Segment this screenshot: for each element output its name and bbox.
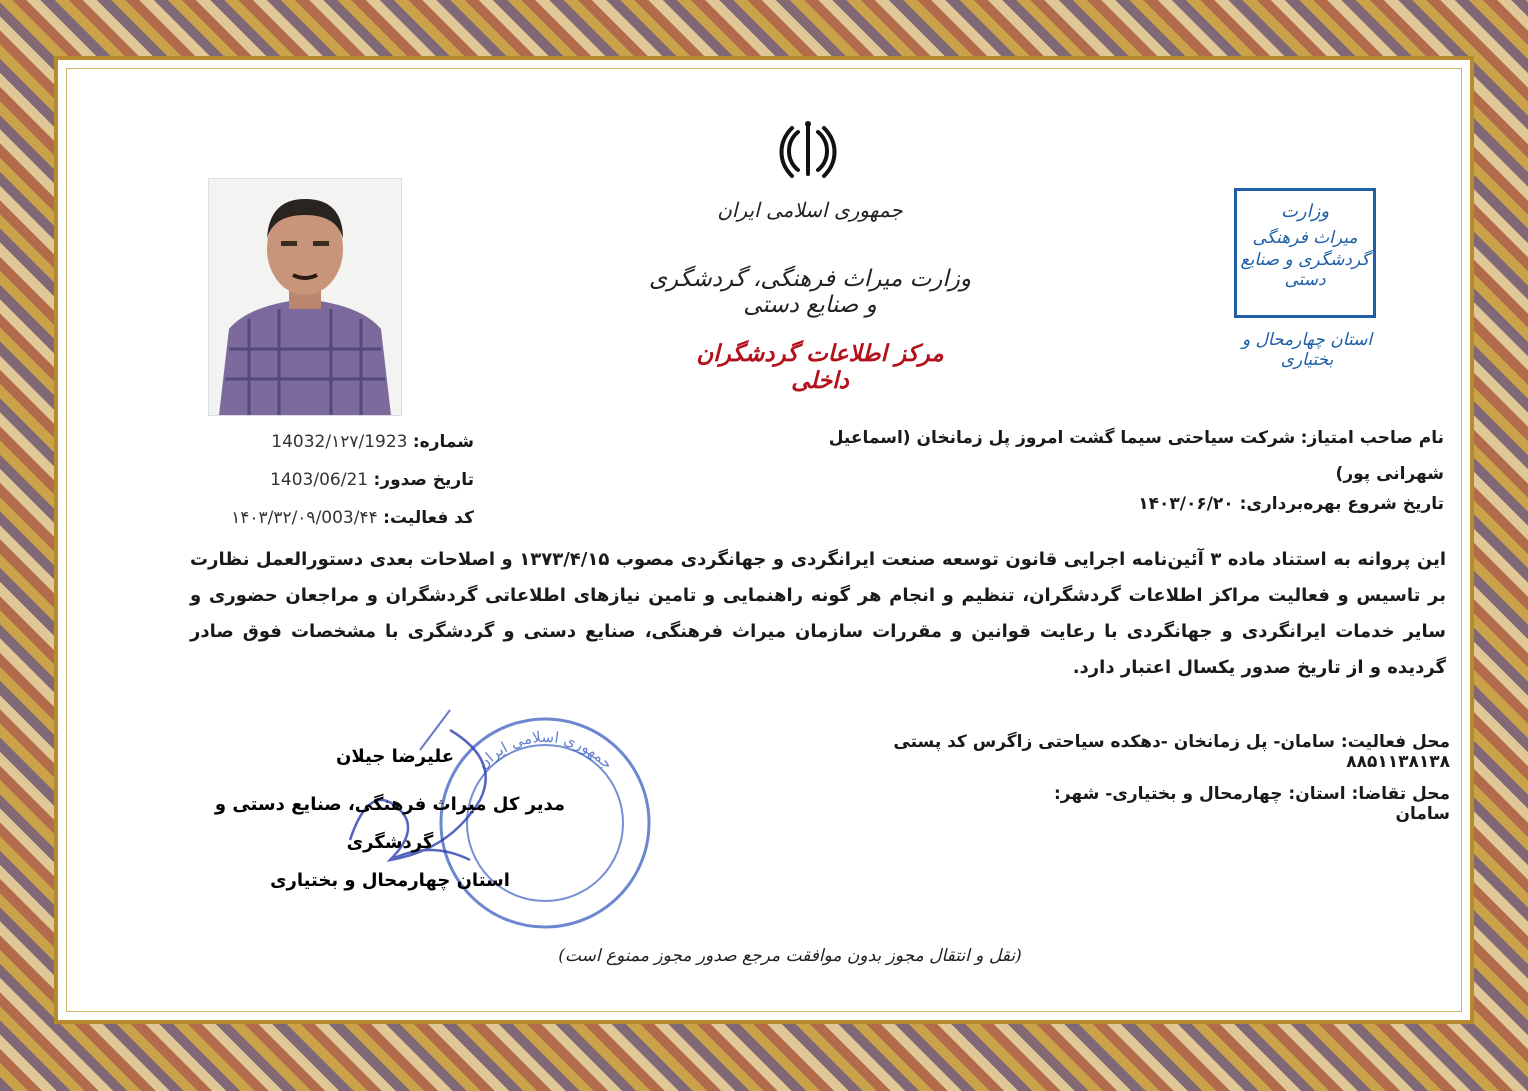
center-title: مرکز اطلاعات گردشگران داخلی bbox=[696, 340, 944, 394]
transfer-notice: (نقل و انتقال مجوز بدون موافقت مرجع صدور مجوز ممنوع است) bbox=[558, 946, 1022, 966]
request-location bbox=[1050, 784, 1450, 824]
portrait-image bbox=[209, 179, 401, 415]
holder-value: شرکت سیاحتی سیما گشت امروز پل زمانخان (اسماعیل شهرانی پور) bbox=[828, 428, 1444, 484]
logo-line-1: وزارت bbox=[1280, 201, 1330, 222]
activity-location bbox=[830, 732, 1450, 772]
request-value: استان: چهارمحال و بختیاری- شهر: سامان bbox=[1053, 784, 1450, 824]
signer-name: علیرضا جیلان bbox=[336, 746, 454, 767]
holder-label: نام صاحب امتیاز: bbox=[1300, 428, 1444, 448]
ministry-logo bbox=[1234, 188, 1376, 318]
request-label: محل تقاضا: bbox=[1351, 784, 1450, 804]
signer-title-line-1: مدیر کل میراث فرهنگی، صنایع دستی و گردشگری bbox=[214, 794, 566, 853]
issue-date-label: تاریخ صدور: bbox=[373, 470, 474, 490]
logo-line-3: گردشگری و صنایع دستی bbox=[1240, 250, 1370, 290]
operation-start-date bbox=[1060, 494, 1444, 514]
ministry-title: وزارت میراث فرهنگی، گردشگری و صنایع دستی bbox=[649, 266, 971, 318]
activity-code-value: ۱۴۰۳/۳۲/۰۹/003/۴۴ bbox=[231, 508, 378, 528]
holder-photo bbox=[208, 178, 402, 416]
logo-province: استان چهارمحال و بختیاری bbox=[1241, 330, 1373, 370]
certificate-number bbox=[200, 432, 474, 452]
issue-date bbox=[200, 470, 474, 490]
location-label: محل فعالیت: bbox=[1340, 732, 1450, 752]
start-value: ۱۴۰۳/۰۶/۲۰ bbox=[1138, 494, 1234, 514]
logo-line-2: میراث فرهنگی bbox=[1252, 228, 1358, 248]
location-value: سامان- پل زمانخان -دهکده سیاحتی زاگرس کد پستی ۸۸۵۱۱۳۸۱۳۸ bbox=[893, 732, 1450, 772]
iran-emblem-icon bbox=[776, 118, 840, 182]
republic-title: جمهوری اسلامی ایران bbox=[717, 198, 903, 222]
license-holder bbox=[816, 420, 1444, 492]
issue-date-value: 1403/06/21 bbox=[270, 470, 369, 490]
number-value: 14032/۱۲۷/1923 bbox=[271, 432, 408, 452]
stamp-text: جمهوری اسلامی ایران bbox=[473, 727, 617, 773]
license-body-text: این پروانه به استناد ماده ۳ آئین‌نامه اجرایی قانون توسعه صنعت ایرانگردی و جهانگردی مصوب ۱۳۷۳/۴/۱۵ و اصلاحات بعدی دستورالعمل نظارت بر تاسیس و فعالیت مراکز اطلاعات گردشگران، تنظیم و انجام هر گونه راهنمایی و تامین نیازهای اطلاعاتی گردشگران و مراجعان حضوری و سایر خدمات ایرانگردی و جهانگردی با رعایت قوانین و مقررات سازمان میراث فرهنگی، صنایع دستی و گردشگری با مشخصات فوق صادر گردیده و از تاریخ صدور یکسال اعتبار دارد. bbox=[190, 549, 1447, 678]
start-label: تاریخ شروع بهره‌برداری: bbox=[1239, 494, 1444, 514]
activity-code-label: کد فعالیت: bbox=[383, 508, 474, 528]
activity-code bbox=[200, 508, 474, 528]
number-label: شماره: bbox=[412, 432, 474, 452]
signer-title-line-2: استان چهارمحال و بختیاری bbox=[270, 870, 510, 891]
signer-title bbox=[200, 786, 580, 900]
